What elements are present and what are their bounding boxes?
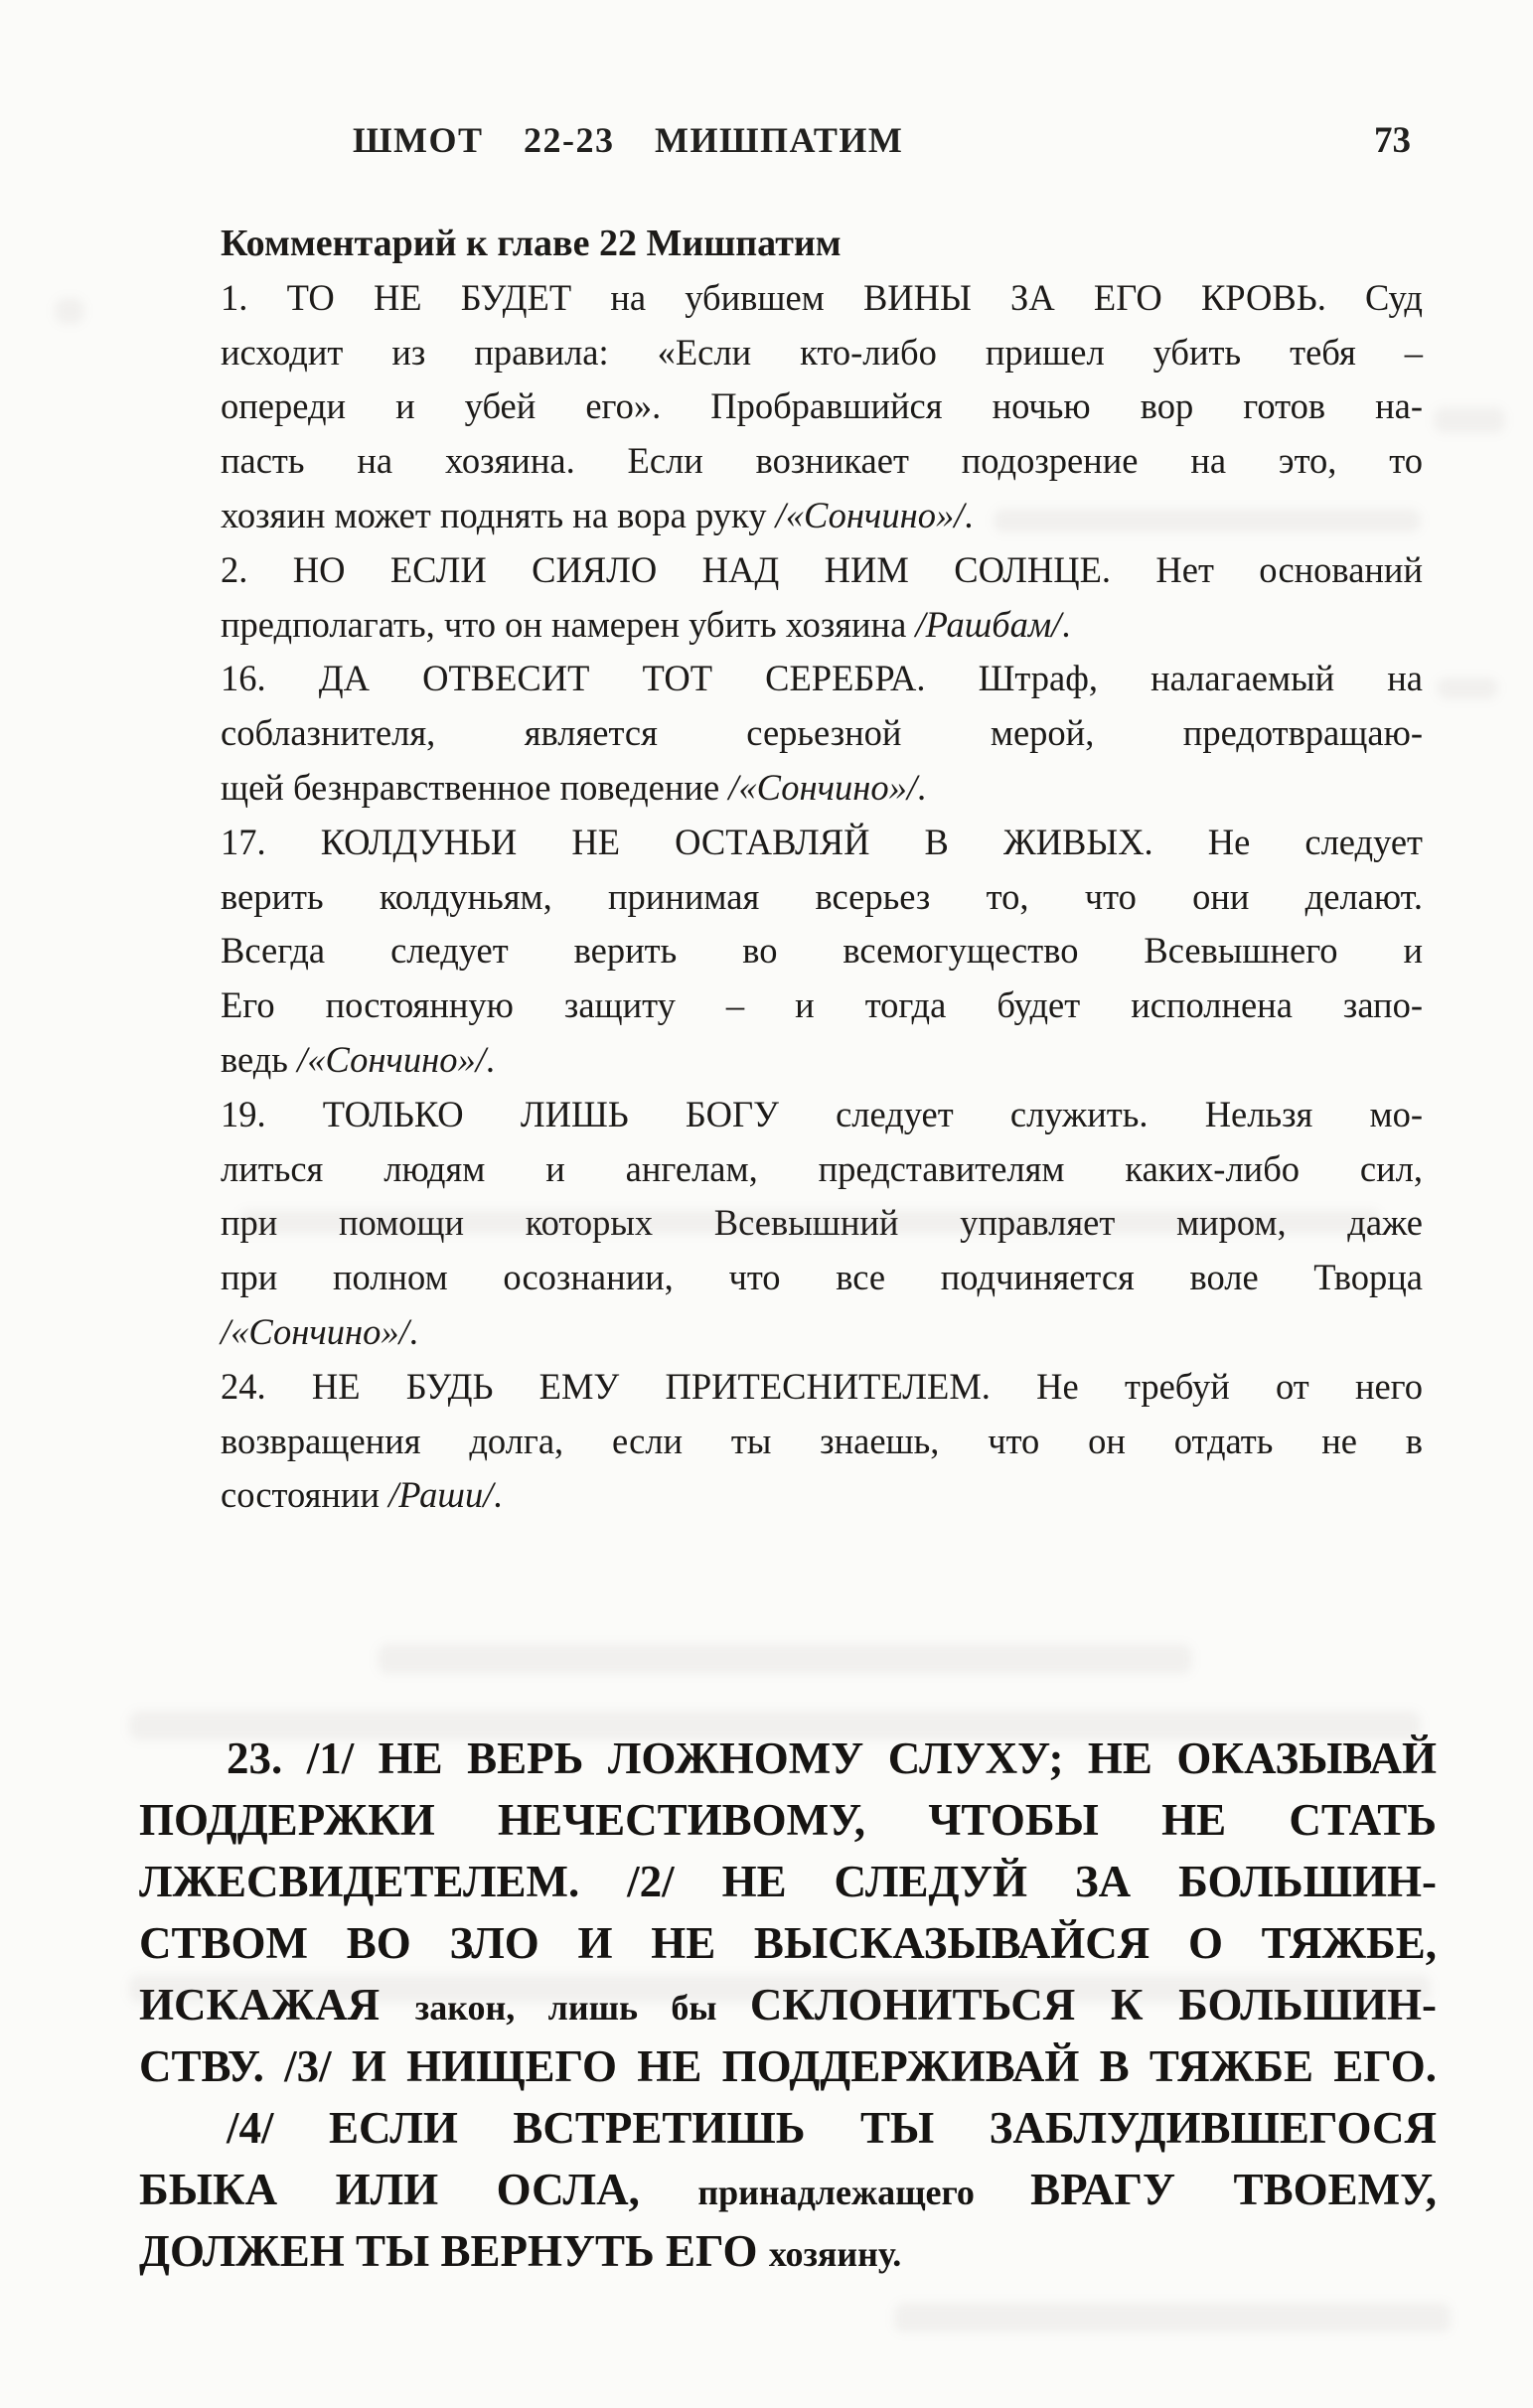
- text-run: Всегда следует верить во всемогущество Всевышнего и: [221, 930, 1423, 972]
- commentary-block: [221, 217, 1423, 1523]
- text-run: .: [408, 1310, 418, 1352]
- text-run: 1. ТО НЕ БУДЕТ на убившем ВИНЫ ЗА ЕГО КРОВЬ. Суд: [221, 276, 1423, 318]
- text-run: хозяину.: [768, 2234, 902, 2274]
- commentary-line: [221, 816, 1423, 870]
- commentary-line: [221, 543, 1423, 598]
- text-run: 23. /1/ НЕ ВЕРЬ ЛОЖНОМУ СЛУХУ; НЕ ОКАЗЫВАЙ: [227, 1733, 1437, 1783]
- text-run: СКЛОНИТЬСЯ К БОЛЬШИН-: [749, 1980, 1437, 2030]
- text-run: .: [493, 1474, 503, 1516]
- text-run: ИСКАЖАЯ: [139, 1980, 415, 2030]
- scan-artifact: [378, 1644, 1192, 1674]
- text-run: .: [1061, 603, 1071, 645]
- header-chapter-range: 22-23: [524, 120, 615, 160]
- commentary-line: [221, 1360, 1423, 1415]
- source-reference: /Раши/: [388, 1474, 494, 1516]
- commentary-line: [221, 978, 1423, 1033]
- header-book-title: ШМОТ: [353, 120, 484, 160]
- commentary-line: [221, 326, 1423, 380]
- source-reference: /«Сончино»/: [728, 766, 918, 808]
- text-run: Комментарий к главе 22 Мишпатим: [221, 223, 842, 264]
- commentary-line: [221, 434, 1423, 489]
- text-run: .: [485, 1038, 495, 1080]
- commentary-line: [221, 652, 1423, 706]
- header-portion-title: МИШПАТИМ: [655, 120, 904, 160]
- text-run: .: [964, 494, 974, 535]
- commentary-line: [221, 706, 1423, 761]
- text-run: БЫКА ИЛИ ОСЛА,: [139, 2165, 698, 2214]
- text-run: ПОДДЕРЖКИ НЕЧЕСТИВОМУ, ЧТОБЫ НЕ СТАТЬ: [139, 1795, 1437, 1845]
- text-run: соблазнителя, является серьезной мерой, предотвращаю-: [221, 712, 1423, 754]
- scan-artifact: [1437, 677, 1498, 699]
- text-run: предполагать, что он намерен убить хозяина: [221, 603, 916, 645]
- text-run: Его постоянную защиту – и тогда будет исполнена запо-: [221, 984, 1423, 1026]
- commentary-line: [221, 1251, 1423, 1305]
- verse-line: [139, 1789, 1437, 1851]
- source-reference: /Рашбам/: [915, 603, 1062, 645]
- commentary-line: [221, 1142, 1423, 1197]
- text-run: литься людям и ангелам, представителям каких-либо сил,: [221, 1147, 1423, 1189]
- scan-artifact: [894, 2303, 1451, 2333]
- text-run: хозяин может поднять на вора руку: [221, 494, 776, 535]
- commentary-line: [221, 1305, 1423, 1360]
- text-run: ДОЛЖЕН ТЫ ВЕРНУТЬ ЕГО: [139, 2226, 769, 2276]
- verse-line: [139, 1912, 1437, 1974]
- scan-artifact: [1434, 407, 1505, 433]
- source-reference: /«Сончино»/: [297, 1038, 486, 1080]
- commentary-line: [221, 1033, 1423, 1088]
- text-run: состоянии: [221, 1474, 389, 1516]
- verse-line: [139, 2097, 1437, 2159]
- text-run: возвращения долга, если ты знаешь, что он отдать не в: [221, 1420, 1423, 1461]
- text-run: ВРАГУ ТВОЕМУ,: [1030, 2165, 1438, 2214]
- text-run: .: [917, 766, 927, 808]
- page-number: 73: [1374, 120, 1411, 161]
- verse-line: [139, 2220, 1437, 2282]
- commentary-line: [221, 1415, 1423, 1469]
- text-run: при полном осознании, что все подчиняется воле Творца: [221, 1257, 1423, 1298]
- text-run: СТВУ. /3/ И НИЩЕГО НЕ ПОДДЕРЖИВАЙ В ТЯЖБЕ ЕГО.: [139, 2041, 1437, 2091]
- verse-line: [139, 2159, 1437, 2220]
- text-run: принадлежащего: [697, 2173, 1031, 2212]
- commentary-line: [221, 1088, 1423, 1142]
- text-run: 17. КОЛДУНЬИ НЕ ОСТАВЛЯЙ В ЖИВЫХ. Не следует: [221, 821, 1423, 862]
- text-run: исходит из правила: «Если кто-либо пришел убить тебя –: [221, 331, 1423, 373]
- text-run: закон, лишь бы: [414, 1988, 750, 2028]
- commentary-line: [221, 271, 1423, 326]
- verse-line: [139, 1851, 1437, 1912]
- running-header: [353, 119, 903, 161]
- text-run: верить колдуньям, принимая всерьез то, что они делают.: [221, 875, 1423, 917]
- commentary-title: [221, 217, 1423, 271]
- verse-line: [139, 2035, 1437, 2097]
- commentary-line: [221, 598, 1423, 653]
- verse-block: [139, 1728, 1437, 2282]
- text-run: пасть на хозяина. Если возникает подозрение на это, то: [221, 440, 1423, 482]
- text-run: 19. ТОЛЬКО ЛИШЬ БОГУ следует служить. Нельзя мо-: [221, 1093, 1423, 1134]
- commentary-line: [221, 1468, 1423, 1523]
- text-run: 2. НО ЕСЛИ СИЯЛО НАД НИМ СОЛНЦЕ. Нет оснований: [221, 548, 1423, 590]
- source-reference: /«Сончино»/: [775, 494, 965, 535]
- commentary-line: [221, 379, 1423, 434]
- text-run: 16. ДА ОТВЕСИТ ТОТ СЕРЕБРА. Штраф, налагаемый на: [221, 658, 1423, 699]
- text-run: /4/ ЕСЛИ ВСТРЕТИШЬ ТЫ ЗАБЛУДИВШЕГОСЯ: [227, 2103, 1437, 2153]
- scan-artifact: [55, 298, 84, 324]
- commentary-line: [221, 761, 1423, 816]
- text-run: опереди и убей его». Пробравшийся ночью вор готов на-: [221, 385, 1423, 427]
- verse-line: [139, 1974, 1437, 2035]
- commentary-line: [221, 1196, 1423, 1251]
- text-run: щей безнравственное поведение: [221, 766, 729, 808]
- text-run: 24. НЕ БУДЬ ЕМУ ПРИТЕСНИТЕЛЕМ. Не требуй от него: [221, 1365, 1423, 1407]
- text-run: ЛЖЕСВИДЕТЕЛЕМ. /2/ НЕ СЛЕДУЙ ЗА БОЛЬШИН-: [139, 1857, 1437, 1906]
- commentary-line: [221, 870, 1423, 925]
- commentary-line: [221, 924, 1423, 978]
- text-run: СТВОМ ВО ЗЛО И НЕ ВЫСКАЗЫВАЙСЯ О ТЯЖБЕ,: [139, 1918, 1437, 1968]
- commentary-line: [221, 489, 1423, 543]
- text-run: при помощи которых Всевышний управляет миром, даже: [221, 1202, 1423, 1244]
- source-reference: /«Сончино»/: [221, 1310, 409, 1352]
- verse-line: [139, 1728, 1437, 1789]
- text-run: ведь: [221, 1038, 298, 1080]
